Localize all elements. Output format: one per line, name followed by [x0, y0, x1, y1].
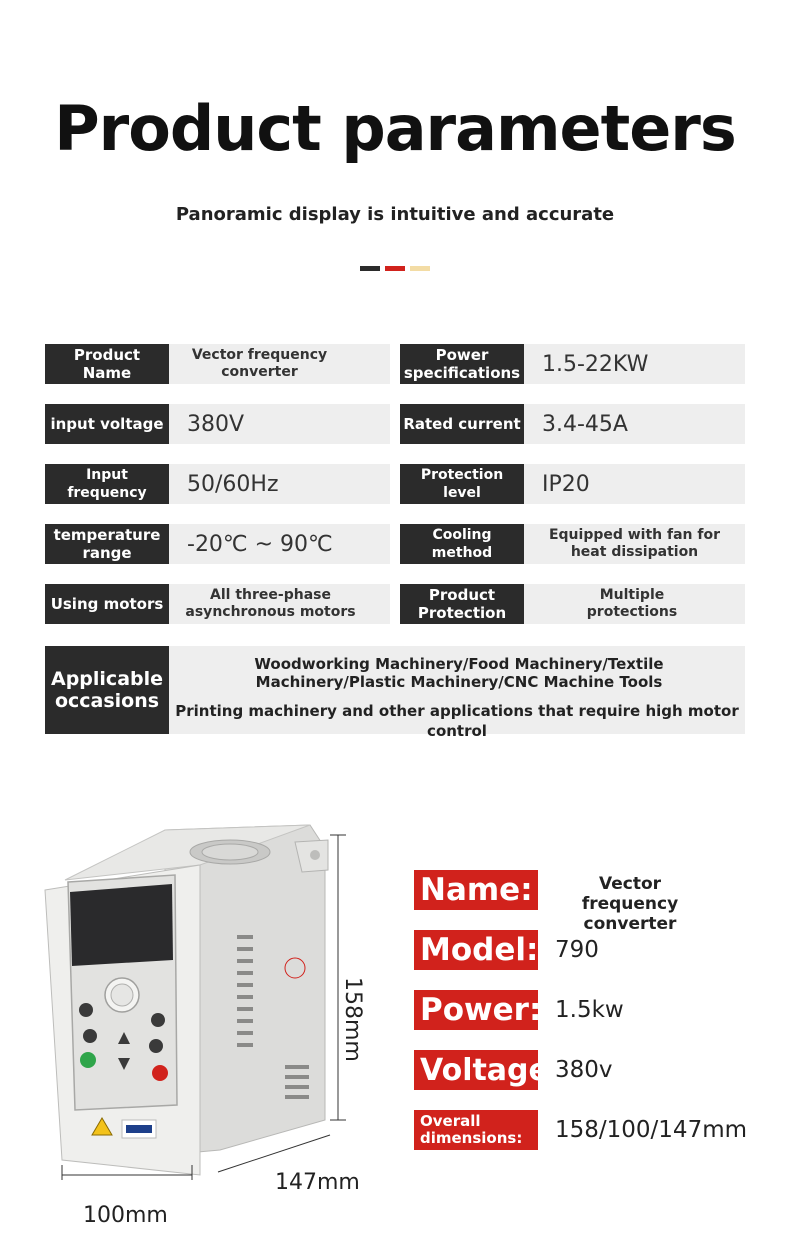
- page-subtitle: Panoramic display is intuitive and accurate: [175, 204, 615, 225]
- input-frequency-value: 50/60Hz: [169, 464, 390, 504]
- applicable-line-1: Woodworking Machinery/Food Machinery/Textile Machinery/Plastic Machinery/CNC Machine Tools: [254, 655, 664, 691]
- divider-red: [385, 266, 405, 271]
- using-motors-value: All three-phase asynchronous motors: [169, 584, 390, 624]
- power-spec-value: 1.5-22KW: [524, 344, 745, 384]
- divider-beige: [410, 266, 430, 271]
- spec-name-label: Name:: [414, 870, 538, 910]
- input-voltage-label: input voltage: [45, 404, 169, 444]
- spec-name-value: Vector frequency converter: [581, 874, 679, 934]
- spec-power-label: Power:: [414, 990, 538, 1030]
- input-voltage-value: 380V: [169, 404, 390, 444]
- protection-level-label: Protection level: [400, 464, 524, 504]
- cooling-method-value: Equipped with fan for heat dissipation: [524, 524, 745, 564]
- cooling-method-label: Cooling method: [400, 524, 524, 564]
- depth-dimension: 147mm: [275, 1170, 360, 1195]
- temperature-range-label: temperature range: [45, 524, 169, 564]
- protection-level-value: IP20: [524, 464, 745, 504]
- product-image: [40, 820, 370, 1180]
- applicable-line-2: Printing machinery and other applications that require high motor control: [175, 702, 739, 740]
- temperature-range-value: -20℃ ~ 90℃: [169, 524, 390, 564]
- using-motors-label: Using motors: [45, 584, 169, 624]
- product-protection-label: Product Protection: [400, 584, 524, 624]
- page-title: Product parameters: [54, 92, 736, 165]
- spec-dimensions-value: 158/100/147mm: [555, 1117, 748, 1143]
- power-spec-label: Power specifications: [400, 344, 524, 384]
- applicable-occasions-value: [169, 646, 745, 740]
- rated-current-value: 3.4-45A: [524, 404, 745, 444]
- height-dimension: 158mm: [340, 977, 365, 1062]
- spec-voltage-value: 380v: [555, 1057, 613, 1083]
- product-name-value: Vector frequency converter: [169, 344, 390, 384]
- spec-model-value: 790: [555, 937, 599, 963]
- divider-dark: [360, 266, 380, 271]
- spec-dimensions-label: Overall dimensions:: [414, 1110, 538, 1150]
- frequency-converter-illustration: [40, 820, 370, 1180]
- applicable-occasions-label: Applicable occasions: [45, 646, 169, 734]
- spec-model-label: Model:: [414, 930, 538, 970]
- width-dimension: 100mm: [83, 1203, 168, 1228]
- rated-current-label: Rated current: [400, 404, 524, 444]
- input-frequency-label: Input frequency: [45, 464, 169, 504]
- spec-voltage-label: Voltage:: [414, 1050, 538, 1090]
- product-protection-value: Multiple protections: [524, 584, 745, 624]
- product-name-label: Product Name: [45, 344, 169, 384]
- spec-power-value: 1.5kw: [555, 997, 624, 1023]
